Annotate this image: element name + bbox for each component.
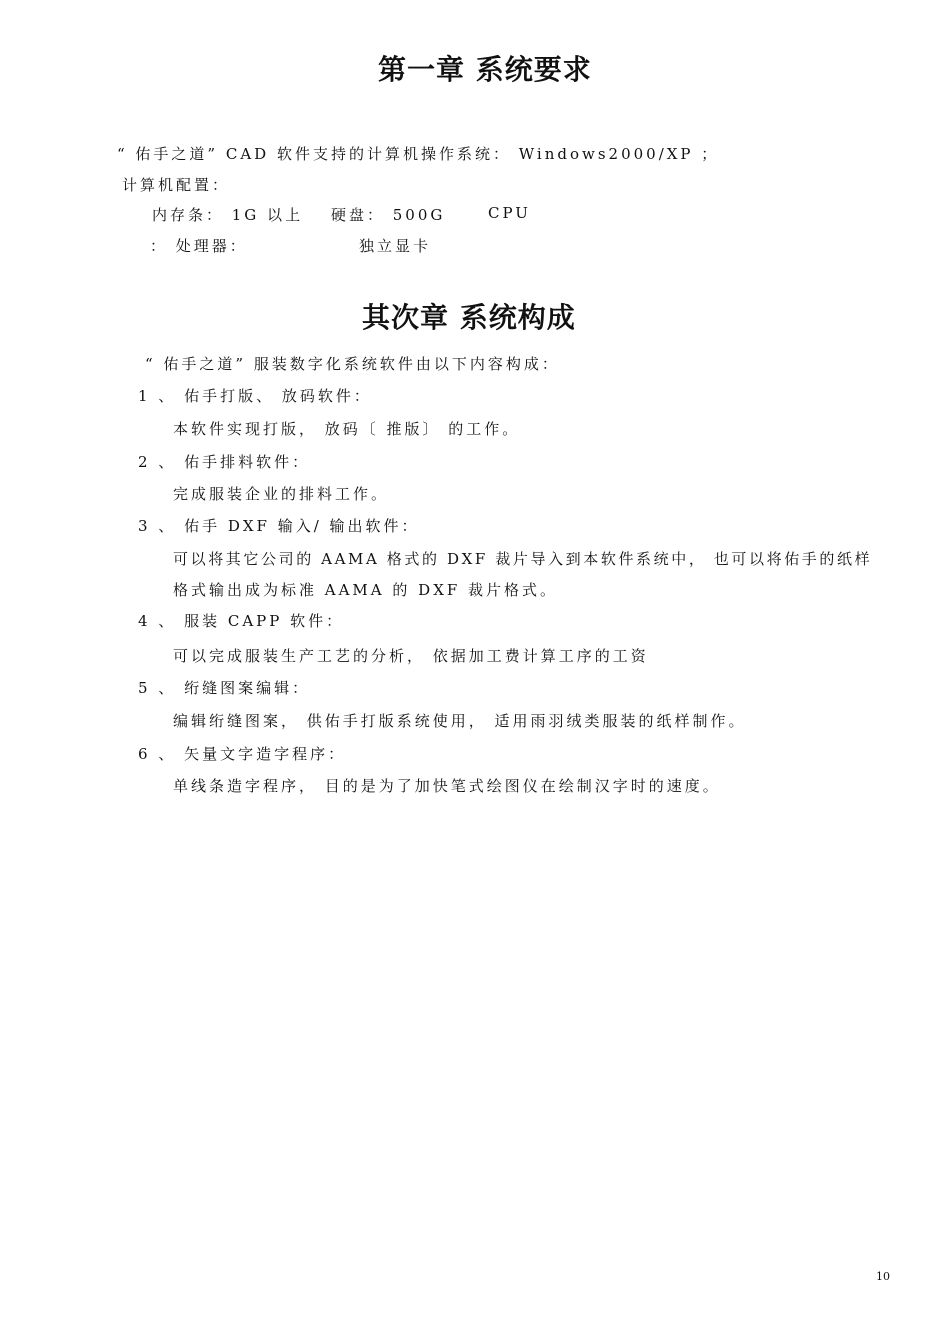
list-item-desc: 完成服装企业的排料工作。 — [173, 485, 390, 503]
cpu-label: CPU — [488, 204, 531, 222]
list-item-desc: 编辑绗缝图案， 供佑手打版系统使用， 适用雨羽绒类服装的纸样制作。 — [173, 712, 747, 730]
page-number: 10 — [876, 1270, 890, 1283]
chapter-2-intro: “ 佑手之道” 服装数字化系统软件由以下内容构成： — [145, 355, 560, 373]
list-item-desc-cont: 格式输出成为标准 AAMA 的 DXF 裁片格式。 — [173, 581, 559, 599]
list-item-heading: 2 、 佑手排料软件： — [138, 453, 311, 471]
processor-label: ： 处理器： — [150, 237, 248, 255]
config-label: 计算机配置： — [122, 176, 231, 194]
list-item-desc: 可以完成服装生产工艺的分析， 依据加工费计算工序的工资 — [173, 647, 649, 665]
list-item-heading: 1 、 佑手打版、 放码软件： — [138, 387, 372, 405]
list-item-heading: 4 、 服装 CAPP 软件： — [138, 612, 345, 630]
memory-spec: 内存条： 1G 以上 — [152, 206, 304, 224]
chapter-2-title: 其次章 系统构成 — [362, 301, 576, 334]
disk-spec: 硬盘： 500G — [331, 206, 446, 224]
list-item-heading: 6 、 矢量文字造字程序： — [138, 745, 347, 763]
os-support-line: “ 佑手之道” CAD 软件支持的计算机操作系统： Windows2000/XP ； — [117, 145, 720, 163]
list-item-heading: 3 、 佑手 DXF 输入/ 输出软件： — [138, 517, 420, 535]
list-item-heading: 5 、 绗缝图案编辑： — [138, 679, 311, 697]
list-item-desc: 本软件实现打版， 放码〔 推版〕 的工作。 — [173, 420, 521, 438]
list-item-desc: 单线条造字程序， 目的是为了加快笔式绘图仪在绘制汉字时的速度。 — [173, 777, 721, 795]
gpu-spec: 独立显卡 — [359, 237, 432, 255]
list-item-desc: 可以将其它公司的 AAMA 格式的 DXF 裁片导入到本软件系统中， 也可以将佑手的纸样 — [173, 550, 873, 568]
chapter-1-title: 第一章 系统要求 — [378, 53, 592, 86]
